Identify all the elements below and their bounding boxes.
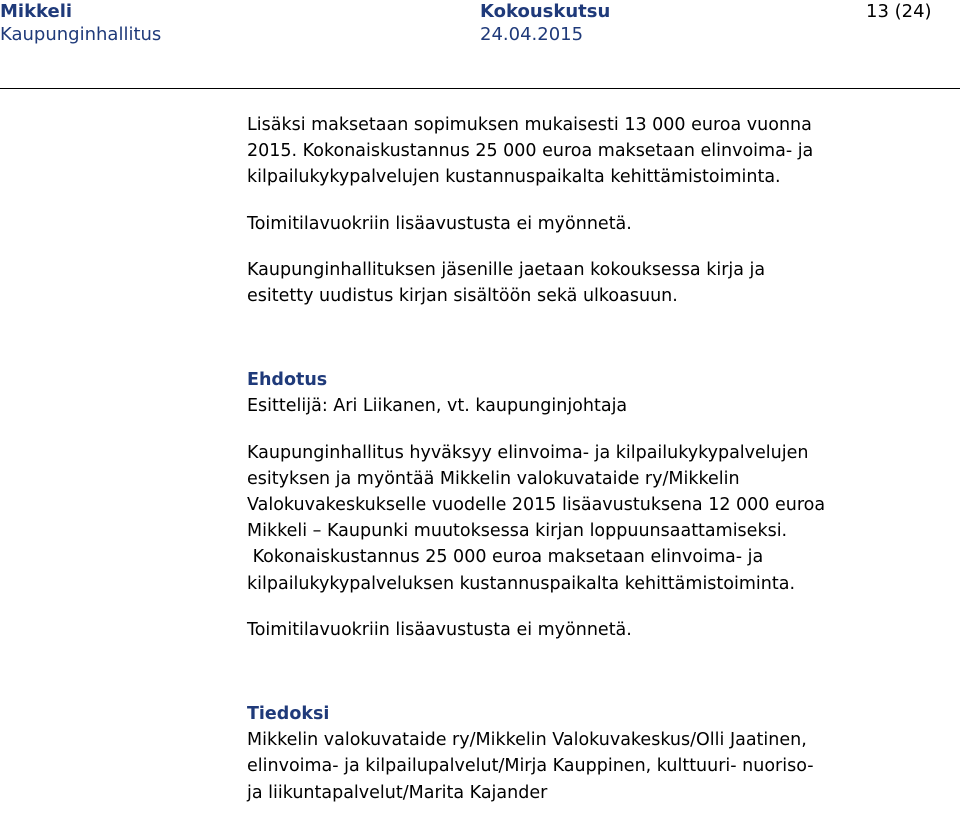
text-line: kilpailukykypalveluksen kustannuspaikalta kehittämistoiminta. bbox=[247, 573, 796, 594]
header-divider bbox=[0, 88, 960, 89]
text-line: Kaupunginhallitus hyväksyy elinvoima- ja kilpailukykypalvelujen bbox=[247, 442, 809, 463]
document-body bbox=[247, 112, 897, 806]
text-line: ja liikuntapalvelut/Marita Kajander bbox=[247, 782, 548, 803]
header-page-number: 13 (24) bbox=[866, 1, 932, 22]
ehdotus-heading: Ehdotus bbox=[247, 370, 328, 391]
text-line: Valokuvakeskukselle vuodelle 2015 lisäavustuksena 12 000 euroa bbox=[247, 495, 826, 516]
page-header bbox=[0, 0, 960, 90]
paragraph-recipients bbox=[247, 727, 897, 806]
text-line: Toimitilavuokriin lisäavustusta ei myönnetä. bbox=[247, 213, 632, 234]
presenter-line: Esittelijä: Ari Liikanen, vt. kaupunginjohtaja bbox=[247, 396, 628, 417]
text-line: Lisäksi maksetaan sopimuksen mukaisesti 13 000 euroa vuonna bbox=[247, 115, 812, 135]
paragraph-rent-note bbox=[247, 211, 897, 237]
header-org: Mikkeli bbox=[0, 1, 73, 22]
tiedoksi-heading: Tiedoksi bbox=[247, 704, 330, 725]
paragraph-additional-payment bbox=[247, 112, 897, 191]
paragraph-rent-note-proposal: Toimitilavuokriin lisäavustusta ei myönnetä. bbox=[247, 619, 632, 640]
header-doc-type: Kokouskutsu bbox=[480, 1, 611, 22]
text-line: 2015. Kokonaiskustannus 25 000 euroa maksetaan elinvoima- ja bbox=[247, 141, 814, 162]
paragraph-proposal bbox=[247, 440, 897, 597]
text-line: Mikkelin valokuvataide ry/Mikkelin Valokuvakeskus/Olli Jaatinen, bbox=[247, 730, 807, 751]
header-body: Kaupunginhallitus bbox=[0, 24, 162, 45]
text-line: esitetty uudistus kirjan sisältöön sekä ulkoasuun. bbox=[247, 286, 678, 307]
paragraph-book-distribution bbox=[247, 257, 897, 309]
text-line: esityksen ja myöntää Mikkelin valokuvataide ry/Mikkelin bbox=[247, 468, 740, 489]
text-line: kilpailukykypalvelujen kustannuspaikalta kehittämistoiminta. bbox=[247, 167, 781, 188]
text-line: Kaupunginhallituksen jäsenille jaetaan kokouksessa kirja ja bbox=[247, 259, 766, 280]
text-line: elinvoima- ja kilpailupalvelut/Mirja Kauppinen, kulttuuri- nuoriso- bbox=[247, 756, 814, 777]
text-line: Kokonaiskustannus 25 000 euroa maksetaan elinvoima- ja bbox=[247, 547, 764, 568]
text-line: Mikkeli – Kaupunki muutoksessa kirjan loppuunsaattamiseksi. bbox=[247, 521, 788, 542]
header-date: 24.04.2015 bbox=[480, 24, 584, 45]
